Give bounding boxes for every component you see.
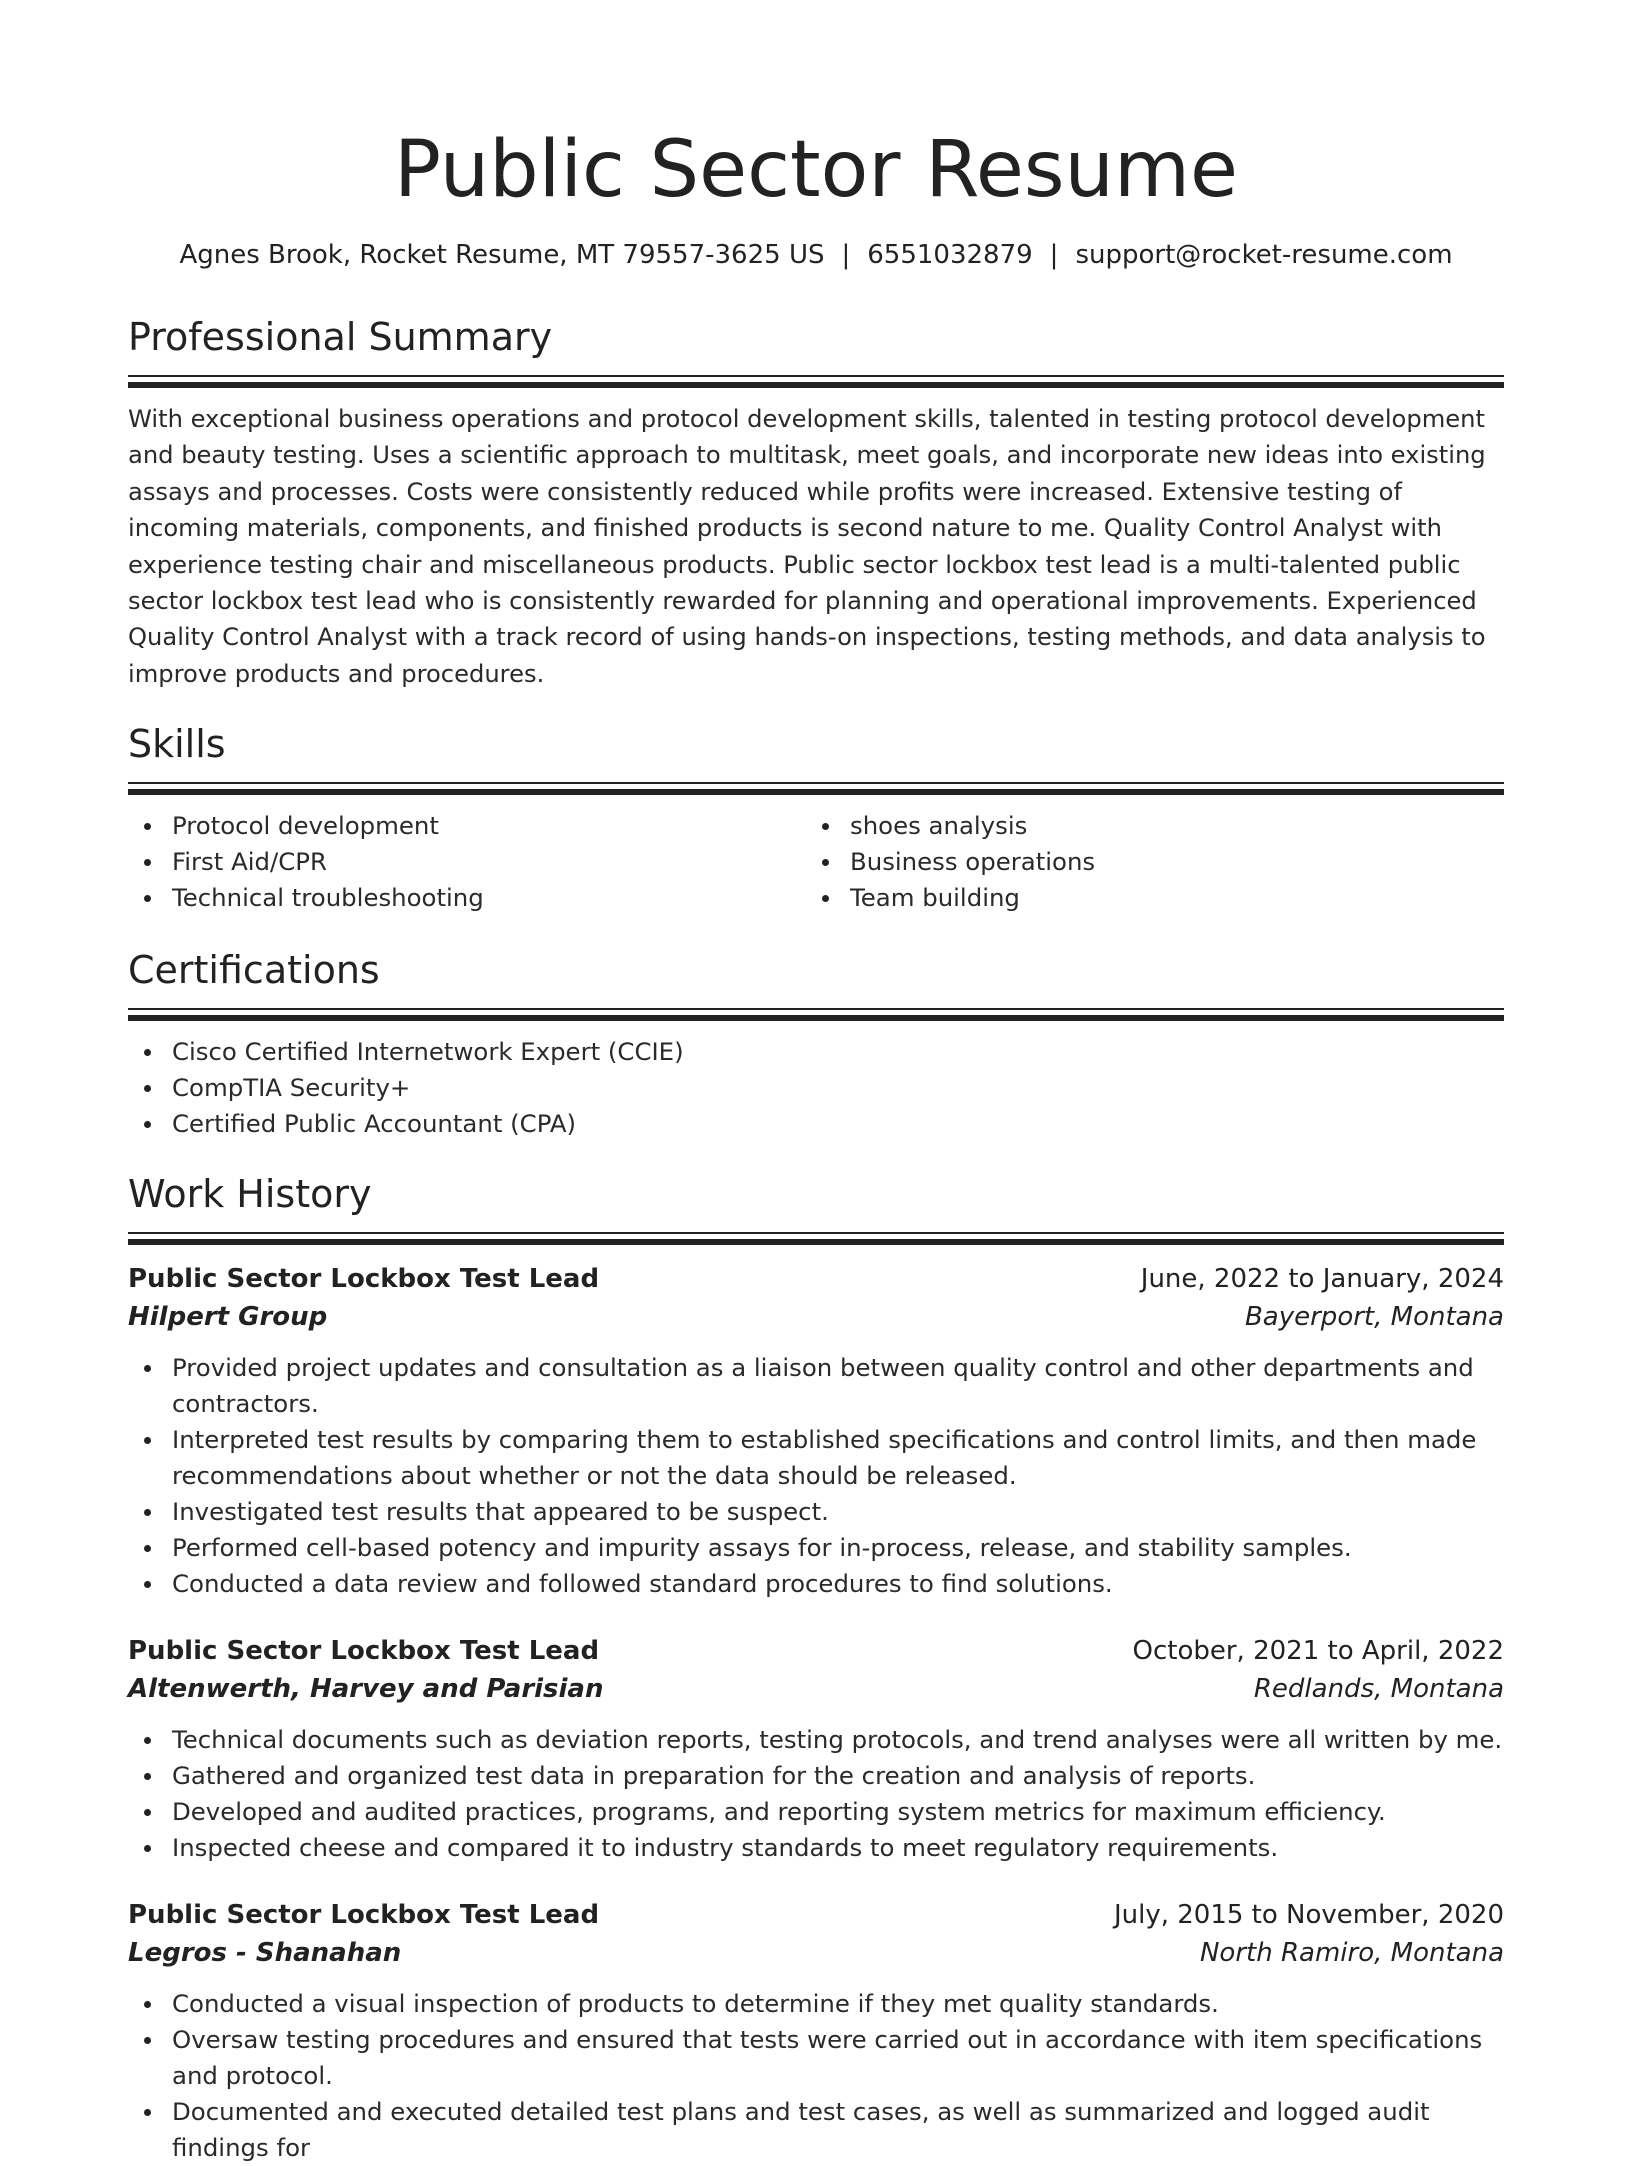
section-divider (128, 782, 1504, 796)
job-title: Public Sector Lockbox Test Lead (128, 1264, 600, 1295)
summary-heading: Professional Summary (128, 315, 553, 359)
contact-line (128, 238, 1504, 272)
job-dates: October, 2021 to April, 2022 (1132, 1636, 1504, 1667)
contact-address: Agnes Brook, Rocket Resume, MT 79557-3625 US (179, 240, 825, 270)
job-bullet: Conducted a data review and followed standard procedures to find solutions. (128, 1566, 1504, 1602)
job-bullets (128, 1722, 1504, 1866)
section-divider (128, 375, 1504, 389)
job-subheader-row (128, 1934, 1504, 1972)
contact-phone: 6551032879 (867, 240, 1033, 270)
skills-grid (128, 808, 1504, 916)
contact-email[interactable]: support@rocket-resume.com (1075, 240, 1453, 270)
job-subheader-row (128, 1670, 1504, 1708)
job-company: Hilpert Group (128, 1302, 328, 1333)
job-bullet: Oversaw testing procedures and ensured that tests were carried out in accordance with item specifications and protocol. (128, 2022, 1504, 2094)
job-location: Bayerport, Montana (1244, 1302, 1504, 1333)
job-company: Altenwerth, Harvey and Parisian (128, 1674, 604, 1705)
certifications-section (128, 946, 1504, 1142)
contact-separator: | (841, 240, 851, 270)
work-history-section (128, 1170, 1504, 2166)
job-company: Legros - Shanahan (128, 1938, 402, 1969)
job-location: North Ramiro, Montana (1199, 1938, 1504, 1969)
job-bullet: Technical documents such as deviation reports, testing protocols, and trend analyses were all written by me. (128, 1722, 1504, 1758)
section-divider (128, 1232, 1504, 1246)
job-entry (128, 1896, 1504, 2166)
resume-page (128, 0, 1504, 2166)
job-entry (128, 1632, 1504, 1866)
job-dates: June, 2022 to January, 2024 (1140, 1264, 1504, 1295)
job-bullet: Investigated test results that appeared to be suspect. (128, 1494, 1504, 1530)
job-bullets (128, 1350, 1504, 1602)
skill-item: First Aid/CPR (128, 844, 806, 880)
summary-section (128, 313, 1504, 692)
job-dates: July, 2015 to November, 2020 (1113, 1900, 1504, 1931)
skill-item: Technical troubleshooting (128, 880, 806, 916)
job-bullet: Provided project updates and consultation as a liaison between quality control and other departments and contractors. (128, 1350, 1504, 1422)
skill-item: Protocol development (128, 808, 806, 844)
job-bullet: Documented and executed detailed test plans and test cases, as well as summarized and logged audit findings for (128, 2094, 1504, 2166)
certifications-list (128, 1034, 1504, 1142)
skill-item: shoes analysis (806, 808, 1484, 844)
job-title: Public Sector Lockbox Test Lead (128, 1900, 600, 1931)
job-bullet: Conducted a visual inspection of products to determine if they met quality standards. (128, 1986, 1504, 2022)
job-subheader-row (128, 1298, 1504, 1336)
skills-column-right (806, 808, 1484, 916)
job-bullets (128, 1986, 1504, 2166)
job-entry (128, 1260, 1504, 1602)
job-bullet: Interpreted test results by comparing them to established specifications and control limits, and then made recommendations about whether or not the data should be released. (128, 1422, 1504, 1494)
job-location: Redlands, Montana (1253, 1674, 1504, 1705)
job-bullet: Performed cell-based potency and impurity assays for in-process, release, and stability samples. (128, 1530, 1504, 1566)
job-bullet: Inspected cheese and compared it to industry standards to meet regulatory requirements. (128, 1830, 1504, 1866)
certification-item: Cisco Certified Internetwork Expert (CCIE) (128, 1034, 1504, 1070)
skill-item: Business operations (806, 844, 1484, 880)
section-divider (128, 1008, 1504, 1022)
skills-column-left (128, 808, 806, 916)
skill-item: Team building (806, 880, 1484, 916)
job-header-row (128, 1632, 1504, 1670)
certification-item: Certified Public Accountant (CPA) (128, 1106, 1504, 1142)
resume-title: Public Sector Resume (394, 125, 1238, 215)
job-header-row (128, 1896, 1504, 1934)
skills-section (128, 720, 1504, 916)
certifications-heading: Certifications (128, 948, 380, 993)
skills-heading: Skills (128, 722, 226, 767)
contact-separator: | (1049, 240, 1059, 270)
job-header-row (128, 1260, 1504, 1298)
work-history-heading: Work History (128, 1172, 372, 1217)
certification-item: CompTIA Security+ (128, 1070, 1504, 1106)
job-bullet: Gathered and organized test data in preparation for the creation and analysis of reports. (128, 1758, 1504, 1794)
job-title: Public Sector Lockbox Test Lead (128, 1636, 600, 1667)
summary-text: With exceptional business operations and protocol development skills, talented in testing protocol development and beauty testing. Uses a scientific approach to multitask, meet goals, and incorporate new ideas into existing assays and processes. Costs were consistently reduced while profits were increased. Extensive testing of incoming materials, components, and finished products is second nature to me. Quality Control Analyst with experience testing chair and miscellaneous products. Public sector lockbox test lead is a multi-talented public sector lockbox test lead who is consistently rewarded for planning and operational improvements. Experienced Quality Control Analyst with a track record of using hands-on inspections, testing methods, and data analysis to improve products and procedures. (128, 405, 1486, 688)
job-bullet: Developed and audited practices, programs, and reporting system metrics for maximum efficiency. (128, 1794, 1504, 1830)
